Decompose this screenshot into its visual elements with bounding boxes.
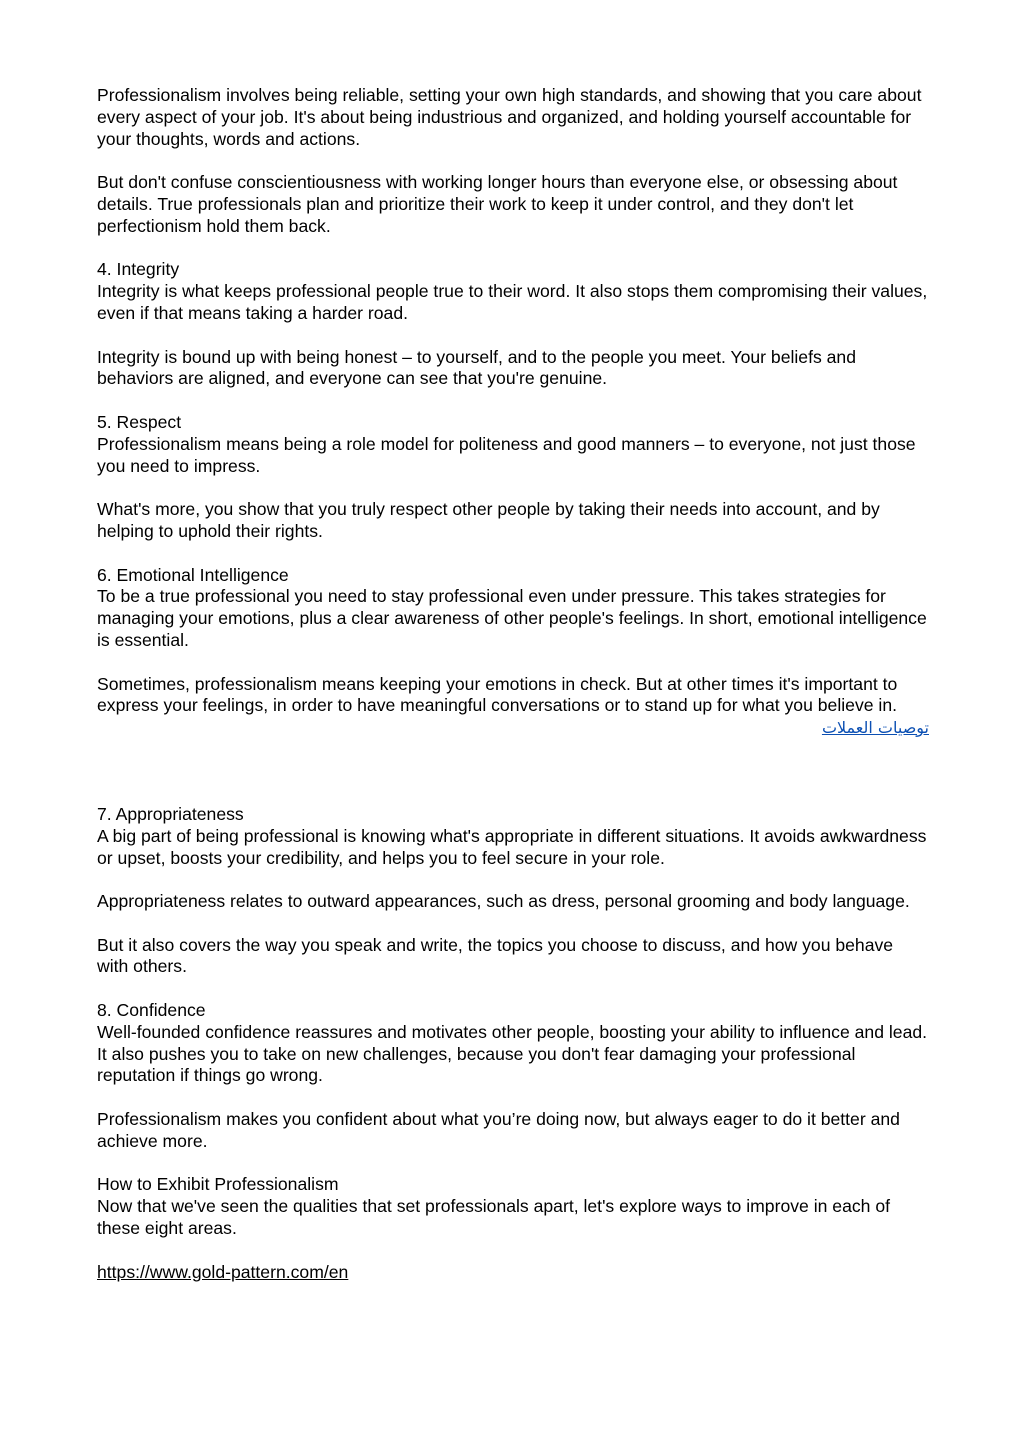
- paragraph-confidence-2: Professionalism makes you confident about what you’re doing now, but always eager to do it better and achieve more.: [97, 1109, 900, 1151]
- paragraph-appropriateness-2: Appropriateness relates to outward appearances, such as dress, personal grooming and body language.: [97, 891, 910, 912]
- spacer: [97, 739, 929, 804]
- arabic-currency-link[interactable]: توصيات العملات: [821, 718, 929, 738]
- heading-integrity: 4. Integrity: [97, 259, 180, 280]
- gold-pattern-url-link[interactable]: https://www.gold-pattern.com/en: [97, 1261, 349, 1282]
- paragraph-integrity-2: Integrity is bound up with being honest – to yourself, and to the people you meet. Your beliefs and behaviors are aligned, and everyone can see that you're genuine.: [97, 346, 857, 389]
- paragraph-appropriateness-1: A big part of being professional is knowing what's appropriate in different situations. It avoids awkwardness or upset, boosts your credibility, and helps you to feel secure in your role.: [97, 825, 927, 868]
- paragraph-respect-1: Professionalism means being a role model for politeness and good manners – to everyone, not just those you need to impress.: [97, 433, 916, 476]
- paragraph-how-to-exhibit: Now that we've seen the qualities that set professionals apart, let's explore ways to improve in each of these eight areas.: [97, 1196, 890, 1239]
- paragraph-confidence-1: Well-founded confidence reassures and motivates other people, boosting your ability to influence and lead. It also pushes you to take on new challenges, because you don't fear damaging your professional reputation if things go wrong.: [97, 1021, 928, 1086]
- paragraph-respect-2: What's more, you show that you truly respect other people by taking their needs into account, and by helping to uphold their rights.: [97, 499, 880, 541]
- heading-respect: 5. Respect: [97, 411, 182, 432]
- paragraph-conscientiousness: But don't confuse conscientiousness with working longer hours than everyone else, or obsessing about details. True professionals plan and prioritize their work to keep it under control, and they don't let perfectionism hold them back.: [97, 172, 898, 236]
- document-page: [97, 85, 929, 1283]
- paragraph-integrity-1: Integrity is what keeps professional people true to their word. It also stops them compromising their values, even if that means taking a harder road.: [97, 281, 928, 323]
- paragraph-reliability: Professionalism involves being reliable, setting your own high standards, and showing that you care about every aspect of your job. It's about being industrious and organized, and holding yourself accountable for your thoughts, words and actions.: [97, 85, 922, 149]
- heading-emotional-intelligence: 6. Emotional Intelligence: [97, 564, 289, 585]
- paragraph-appropriateness-3: But it also covers the way you speak and write, the topics you choose to discuss, and how you behave with others.: [97, 934, 894, 977]
- heading-confidence: 8. Confidence: [97, 1000, 206, 1021]
- heading-how-to-exhibit: How to Exhibit Professionalism: [97, 1174, 339, 1195]
- paragraph-emotional-1: To be a true professional you need to stay professional even under pressure. This takes strategies for managing your emotions, plus a clear awareness of other people's feelings. In short, emotional intelligence is essential.: [97, 586, 927, 650]
- heading-appropriateness: 7. Appropriateness: [97, 803, 244, 824]
- paragraph-emotional-2: Sometimes, professionalism means keeping your emotions in check. But at other times it's important to express your feelings, in order to have meaningful conversations or to stand up for what you believe in.: [97, 673, 898, 716]
